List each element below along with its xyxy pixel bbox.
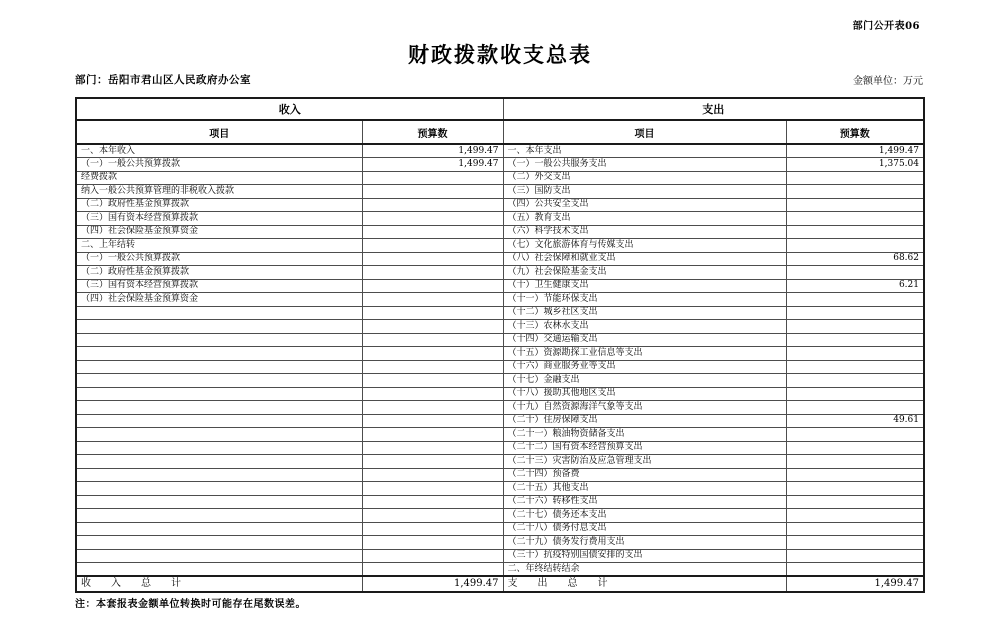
table-row [76, 185, 924, 199]
income-item-cell [76, 374, 362, 388]
income-item-cell: 经费拨款 [76, 171, 362, 185]
expense-item-cell: （十三）农林水支出 [503, 320, 786, 334]
income-value-cell [362, 401, 503, 415]
income-item-cell: （四）社会保险基金预算资金 [76, 293, 362, 307]
income-value-cell [362, 239, 503, 253]
income-value-cell [362, 468, 503, 482]
table-row [76, 536, 924, 550]
expense-value-cell [786, 347, 924, 361]
income-item-cell [76, 347, 362, 361]
expense-item-cell: （十二）城乡社区支出 [503, 306, 786, 320]
expense-value-cell [786, 468, 924, 482]
income-item-cell [76, 428, 362, 442]
income-item-cell: （一）一般公共预算拨款 [76, 252, 362, 266]
income-value-cell [362, 441, 503, 455]
income-value-cell [362, 360, 503, 374]
table-row [76, 414, 924, 428]
income-item-cell: 二、上年结转 [76, 239, 362, 253]
table-row [76, 495, 924, 509]
table-row [76, 522, 924, 536]
table-row [76, 401, 924, 415]
expense-value-cell: 68.62 [786, 252, 924, 266]
income-value-cell [362, 347, 503, 361]
table-row [76, 252, 924, 266]
expense-value-cell [786, 293, 924, 307]
expense-item-cell: （十六）商业服务业等支出 [503, 360, 786, 374]
expense-item-cell: （二十六）转移性支出 [503, 495, 786, 509]
expense-budget-header: 预算数 [786, 120, 924, 144]
table-row [76, 374, 924, 388]
table-row [76, 441, 924, 455]
expense-item-cell: （七）文化旅游体育与传媒支出 [503, 239, 786, 253]
table-row [76, 239, 924, 253]
income-value-cell [362, 266, 503, 280]
page-title: 财政拨款收支总表 [408, 42, 592, 67]
income-value-cell [362, 549, 503, 563]
budget-table-body [76, 144, 924, 576]
expense-item-cell: （五）教育支出 [503, 212, 786, 226]
income-value-cell [362, 509, 503, 523]
expense-value-cell [786, 387, 924, 401]
expense-value-cell [786, 509, 924, 523]
income-item-header: 项目 [76, 120, 362, 144]
income-value-cell [362, 320, 503, 334]
income-value-cell [362, 482, 503, 496]
table-row [76, 171, 924, 185]
table-row [76, 198, 924, 212]
income-value-cell [362, 387, 503, 401]
income-value-cell [362, 536, 503, 550]
expense-value-cell [786, 306, 924, 320]
table-row [76, 563, 924, 577]
expense-value-cell [786, 239, 924, 253]
income-value-cell [362, 171, 503, 185]
table-row [76, 387, 924, 401]
income-value-cell [362, 374, 503, 388]
income-value-cell [362, 522, 503, 536]
group-header-row [76, 98, 924, 120]
expense-value-cell: 49.61 [786, 414, 924, 428]
expense-item-cell: （二十九）债务发行费用支出 [503, 536, 786, 550]
corner-form-number: 部门公开表06 [852, 21, 920, 32]
expense-value-cell: 6.21 [786, 279, 924, 293]
expense-item-cell: （二十七）债务还本支出 [503, 509, 786, 523]
income-value-cell [362, 414, 503, 428]
income-value-cell [362, 428, 503, 442]
table-row [76, 320, 924, 334]
income-item-cell [76, 387, 362, 401]
expense-value-cell [786, 374, 924, 388]
column-header-row [76, 120, 924, 144]
expense-item-cell: （二十三）灾害防治及应急管理支出 [503, 455, 786, 469]
budget-table [75, 97, 925, 593]
income-item-cell [76, 360, 362, 374]
expense-value-cell [786, 441, 924, 455]
income-item-cell [76, 414, 362, 428]
income-item-cell [76, 306, 362, 320]
expense-item-cell: （六）科学技术支出 [503, 225, 786, 239]
expense-item-cell: （三十）抗疫特别国债安排的支出 [503, 549, 786, 563]
expense-item-cell: （一）一般公共服务支出 [503, 158, 786, 172]
expense-item-cell: （二十八）债务付息支出 [503, 522, 786, 536]
table-row [76, 293, 924, 307]
table-row [76, 468, 924, 482]
expense-item-cell: （十四）交通运输支出 [503, 333, 786, 347]
table-row [76, 482, 924, 496]
income-item-cell [76, 536, 362, 550]
income-value-cell [362, 495, 503, 509]
income-total-value: 1,499.47 [362, 576, 503, 592]
expense-item-cell: （十五）资源勘探工业信息等支出 [503, 347, 786, 361]
income-value-cell [362, 306, 503, 320]
footnote: 注：本套报表金额单位转换时可能存在尾数误差。 [75, 599, 306, 610]
income-item-cell: （二）政府性基金预算拨款 [76, 198, 362, 212]
table-row [76, 158, 924, 172]
expense-total-value: 1,499.47 [786, 576, 924, 592]
table-row [76, 225, 924, 239]
income-item-cell: 一、本年收入 [76, 144, 362, 158]
income-item-cell [76, 455, 362, 469]
income-item-cell [76, 333, 362, 347]
income-group-header: 收入 [76, 98, 503, 120]
total-row [76, 576, 924, 592]
table-row [76, 212, 924, 226]
department-label: 部门：岳阳市君山区人民政府办公室 [75, 74, 251, 86]
expense-value-cell: 1,499.47 [786, 144, 924, 158]
income-value-cell: 1,499.47 [362, 144, 503, 158]
expense-total-label: 支 出 总 计 [503, 576, 786, 592]
table-row [76, 549, 924, 563]
expense-value-cell [786, 320, 924, 334]
expense-item-cell: （二十）住房保障支出 [503, 414, 786, 428]
income-value-cell [362, 185, 503, 199]
expense-item-cell: （十七）金融支出 [503, 374, 786, 388]
income-budget-header: 预算数 [362, 120, 503, 144]
expense-value-cell [786, 536, 924, 550]
expense-item-cell: （二十四）预备费 [503, 468, 786, 482]
income-item-cell [76, 468, 362, 482]
expense-item-cell: （二十五）其他支出 [503, 482, 786, 496]
income-item-cell [76, 522, 362, 536]
income-value-cell [362, 212, 503, 226]
expense-item-header: 项目 [503, 120, 786, 144]
expense-value-cell [786, 266, 924, 280]
expense-item-cell: （四）公共安全支出 [503, 198, 786, 212]
table-row [76, 347, 924, 361]
table-row [76, 279, 924, 293]
expense-value-cell [786, 360, 924, 374]
expense-item-cell: （二）外交支出 [503, 171, 786, 185]
expense-group-header: 支出 [503, 98, 924, 120]
income-item-cell [76, 549, 362, 563]
expense-item-cell: （八）社会保障和就业支出 [503, 252, 786, 266]
income-item-cell [76, 320, 362, 334]
income-item-cell: （三）国有资本经营预算拨款 [76, 279, 362, 293]
table-row [76, 428, 924, 442]
expense-item-cell: 二、年终结转结余 [503, 563, 786, 577]
expense-value-cell [786, 212, 924, 226]
expense-value-cell [786, 225, 924, 239]
expense-value-cell [786, 563, 924, 577]
expense-value-cell [786, 401, 924, 415]
table-row [76, 266, 924, 280]
income-item-cell [76, 401, 362, 415]
expense-value-cell [786, 495, 924, 509]
expense-value-cell [786, 482, 924, 496]
expense-item-cell: （二十一）粮油物资储备支出 [503, 428, 786, 442]
income-value-cell [362, 563, 503, 577]
table-row [76, 455, 924, 469]
income-value-cell [362, 293, 503, 307]
expense-value-cell [786, 333, 924, 347]
income-item-cell [76, 482, 362, 496]
table-row [76, 306, 924, 320]
income-item-cell [76, 441, 362, 455]
income-value-cell [362, 252, 503, 266]
income-item-cell: （三）国有资本经营预算拨款 [76, 212, 362, 226]
amount-unit-label: 金额单位：万元 [853, 76, 923, 87]
expense-value-cell [786, 171, 924, 185]
table-row [76, 144, 924, 158]
expense-item-cell: （九）社会保险基金支出 [503, 266, 786, 280]
expense-value-cell [786, 198, 924, 212]
income-item-cell [76, 509, 362, 523]
income-value-cell [362, 333, 503, 347]
table-row [76, 509, 924, 523]
income-value-cell [362, 225, 503, 239]
income-item-cell: （二）政府性基金预算拨款 [76, 266, 362, 280]
income-total-label: 收 入 总 计 [76, 576, 362, 592]
income-item-cell: 纳入一般公共预算管理的非税收入拨款 [76, 185, 362, 199]
income-item-cell [76, 563, 362, 577]
expense-item-cell: 一、本年支出 [503, 144, 786, 158]
expense-value-cell [786, 549, 924, 563]
table-row [76, 360, 924, 374]
expense-item-cell: （十九）自然资源海洋气象等支出 [503, 401, 786, 415]
expense-value-cell [786, 185, 924, 199]
expense-item-cell: （三）国防支出 [503, 185, 786, 199]
expense-item-cell: （十）卫生健康支出 [503, 279, 786, 293]
income-item-cell [76, 495, 362, 509]
expense-value-cell [786, 522, 924, 536]
expense-value-cell: 1,375.04 [786, 158, 924, 172]
meta-row [75, 72, 923, 87]
expense-item-cell: （二十二）国有资本经营预算支出 [503, 441, 786, 455]
income-item-cell: （四）社会保险基金预算资金 [76, 225, 362, 239]
income-value-cell [362, 198, 503, 212]
income-value-cell [362, 279, 503, 293]
expense-item-cell: （十八）援助其他地区支出 [503, 387, 786, 401]
expense-item-cell: （十一）节能环保支出 [503, 293, 786, 307]
expense-value-cell [786, 455, 924, 469]
income-item-cell: （一）一般公共预算拨款 [76, 158, 362, 172]
expense-value-cell [786, 428, 924, 442]
income-value-cell: 1,499.47 [362, 158, 503, 172]
table-row [76, 333, 924, 347]
income-value-cell [362, 455, 503, 469]
